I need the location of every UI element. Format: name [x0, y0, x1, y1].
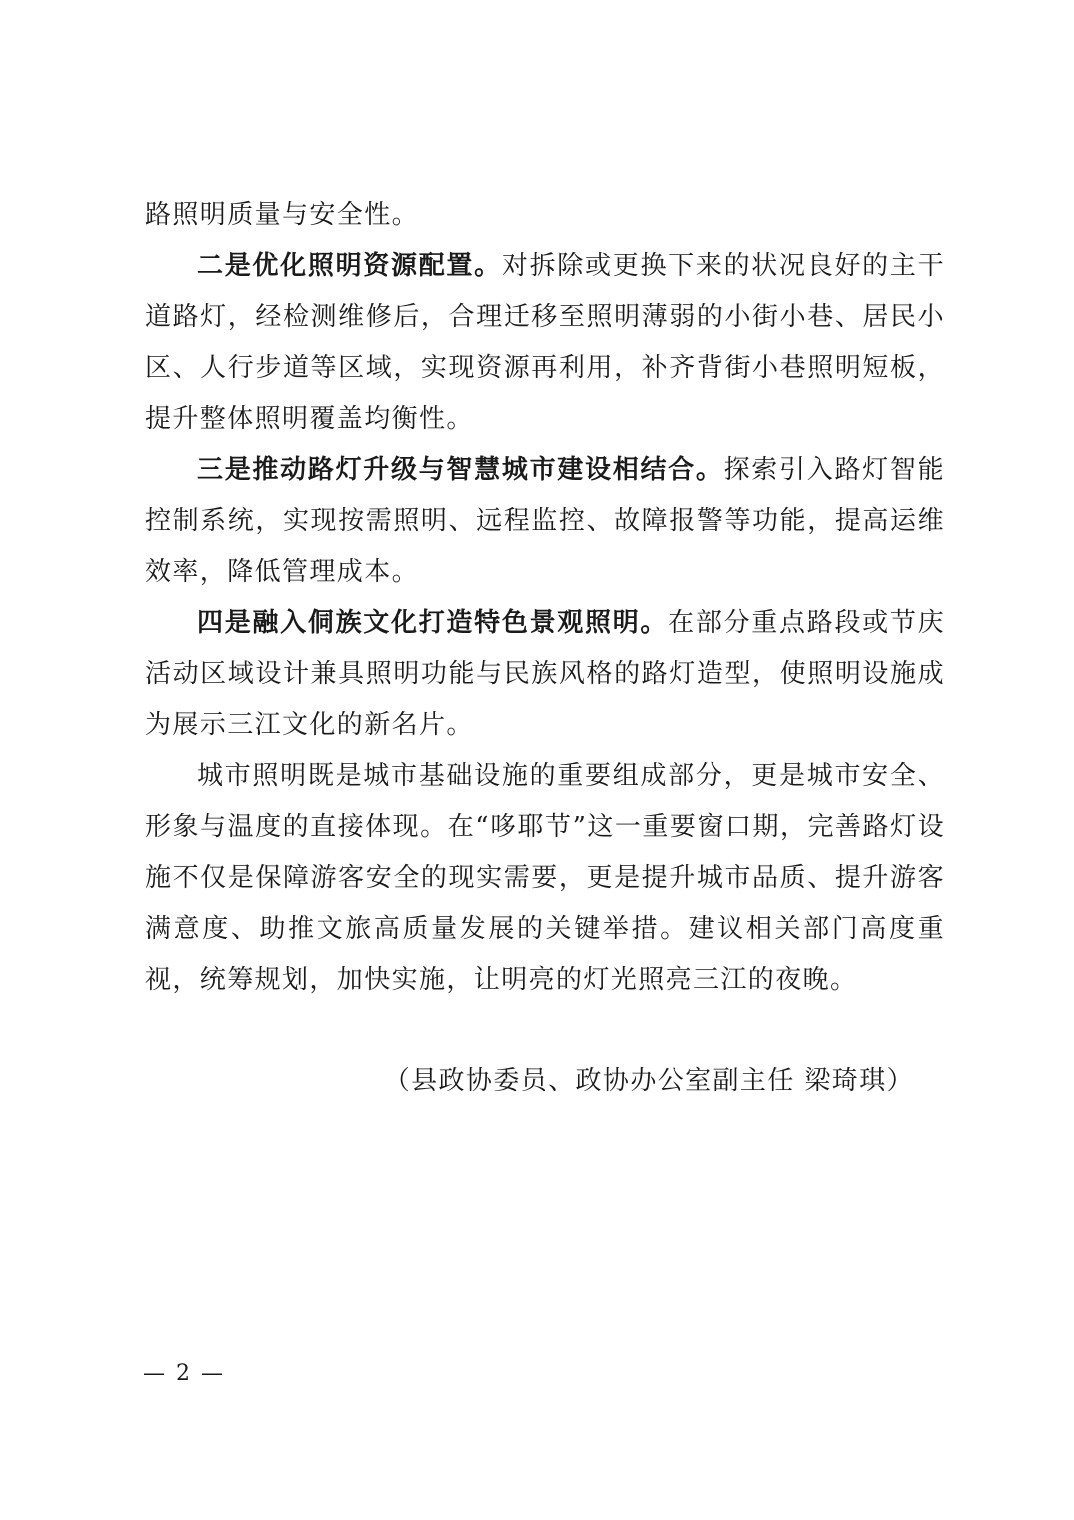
author-signature: （县政协委员、政协办公室副主任 梁琦琪） — [383, 1066, 914, 1096]
paragraph-text: 在部分重点路段或节庆活动区域设计兼具照明功能与民族风格的路灯造型，使照明设施成为展示三江文化的新名片。 — [145, 608, 945, 740]
paragraph-smart-city — [145, 445, 945, 598]
paragraph-text: 对拆除或更换下来的状况良好的主干道路灯，经检测维修后，合理迁移至照明薄弱的小街小巷、居民小区、人行步道等区域，实现资源再利用，补齐背街小巷照明短板，提升整体照明覆盖均衡性。 — [145, 251, 945, 434]
paragraph-text: 城市照明既是城市基础设施的重要组成部分，更是城市安全、形象与温度的直接体现。在“哆耶节”这一重要窗口期，完善路灯设施不仅是保障游客安全的现实需要，更是提升城市品质、提升游客满意度、助推文旅高质量发展的关键举措。建议相关部门高度重视，统筹规划，加快实施，让明亮的灯光照亮三江的夜晚。 — [145, 761, 945, 995]
page-number: — 2 — — [143, 1361, 225, 1386]
paragraph-continuation — [145, 190, 945, 241]
document-body — [145, 190, 945, 1006]
paragraph-conclusion — [145, 751, 945, 1006]
paragraph-text: 路照明质量与安全性。 — [145, 200, 420, 230]
paragraph-lead: 四是融入侗族文化打造特色景观照明。 — [197, 608, 669, 638]
paragraph-lead: 二是优化照明资源配置。 — [197, 251, 502, 281]
paragraph-optimize-resources — [145, 241, 945, 445]
paragraph-text: 探索引入路灯智能控制系统，实现按需照明、远程监控、故障报警等功能，提高运维效率，降低管理成本。 — [145, 455, 945, 587]
paragraph-dong-culture — [145, 598, 945, 751]
paragraph-lead: 三是推动路灯升级与智慧城市建设相结合。 — [197, 455, 724, 485]
